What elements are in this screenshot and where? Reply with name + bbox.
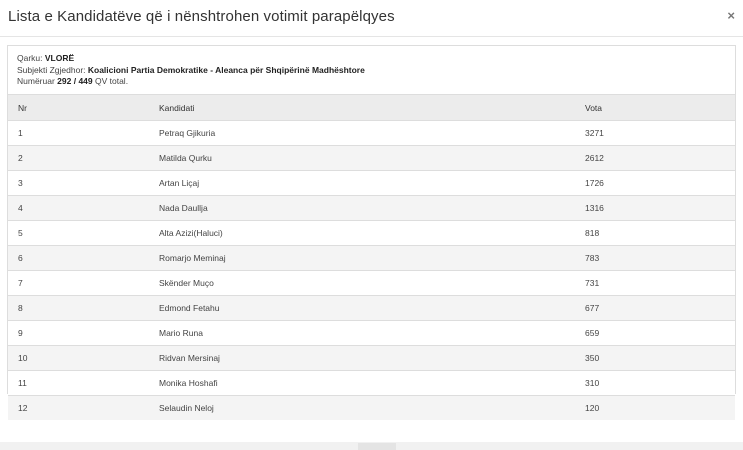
cell-nr: 3 xyxy=(8,171,149,196)
table-header-row xyxy=(8,95,735,121)
cell-vota: 1726 xyxy=(575,171,735,196)
cell-kandidati: Edmond Fetahu xyxy=(149,296,575,321)
cell-nr: 11 xyxy=(8,371,149,396)
table-row xyxy=(8,221,735,246)
cell-kandidati: Mario Runa xyxy=(149,321,575,346)
table-row xyxy=(8,321,735,346)
total-value: 449 xyxy=(78,76,93,86)
header-nr[interactable]: Nr xyxy=(8,95,149,121)
info-block xyxy=(17,53,365,88)
cell-nr: 9 xyxy=(8,321,149,346)
cell-vota: 677 xyxy=(575,296,735,321)
cell-kandidati: Matilda Qurku xyxy=(149,146,575,171)
cell-vota: 120 xyxy=(575,396,735,421)
table-row xyxy=(8,146,735,171)
modal-header xyxy=(0,0,743,37)
table-row xyxy=(8,171,735,196)
table-row xyxy=(8,296,735,321)
counted-line: Numëruar 292 / 449 QV total. xyxy=(17,76,129,86)
cell-vota: 3271 xyxy=(575,121,735,146)
header-vota[interactable]: Vota xyxy=(575,95,735,121)
table-row xyxy=(8,246,735,271)
cell-nr: 1 xyxy=(8,121,149,146)
table-row xyxy=(8,371,735,396)
cell-nr: 6 xyxy=(8,246,149,271)
scrollbar-thumb[interactable] xyxy=(358,443,396,450)
table-row xyxy=(8,271,735,296)
cell-nr: 5 xyxy=(8,221,149,246)
cell-vota: 310 xyxy=(575,371,735,396)
cell-kandidati: Ridvan Mersinaj xyxy=(149,346,575,371)
subject-line: Subjekti Zgjedhor: Koalicioni Partia Demokratike - Aleanca për Shqipërinë Madhështore xyxy=(17,64,365,75)
table-row xyxy=(8,121,735,146)
cell-kandidati: Alta Azizi(Haluci) xyxy=(149,221,575,246)
header-kandidati[interactable]: Kandidati xyxy=(149,95,575,121)
cell-vota: 818 xyxy=(575,221,735,246)
cell-kandidati: Artan Liçaj xyxy=(149,171,575,196)
modal-title: Lista e Kandidatëve që i nënshtrohen votimit parapëlqyes xyxy=(8,8,395,25)
cell-vota: 783 xyxy=(575,246,735,271)
cell-nr: 4 xyxy=(8,196,149,221)
cell-vota: 659 xyxy=(575,321,735,346)
subject-value: Koalicioni Partia Demokratike - Aleanca për Shqipërinë Madhështore xyxy=(87,64,365,75)
cell-kandidati: Petraq Gjikuria xyxy=(149,121,575,146)
close-button[interactable]: × xyxy=(727,8,735,23)
counted-value: 292 xyxy=(57,76,72,86)
results-panel xyxy=(7,45,736,413)
cell-kandidati: Selaudin Neloj xyxy=(149,396,575,421)
qarku-line: Qarku: VLORË xyxy=(17,53,75,63)
cell-nr: 10 xyxy=(8,346,149,371)
cell-vota: 731 xyxy=(575,271,735,296)
table-row xyxy=(8,396,735,421)
cell-kandidati: Nada Daullja xyxy=(149,196,575,221)
cell-nr: 7 xyxy=(8,271,149,296)
cell-nr: 12 xyxy=(8,396,149,421)
qarku-value: VLORË xyxy=(44,53,75,63)
cell-vota: 1316 xyxy=(575,196,735,221)
cell-nr: 2 xyxy=(8,146,149,171)
table-row xyxy=(8,346,735,371)
table-row xyxy=(8,196,735,221)
cell-kandidati: Monika Hoshafi xyxy=(149,371,575,396)
cell-kandidati: Skënder Muço xyxy=(149,271,575,296)
cell-nr: 8 xyxy=(8,296,149,321)
cell-kandidati: Romarjo Meminaj xyxy=(149,246,575,271)
candidates-table xyxy=(8,94,735,420)
cell-vota: 2612 xyxy=(575,146,735,171)
cell-vota: 350 xyxy=(575,346,735,371)
